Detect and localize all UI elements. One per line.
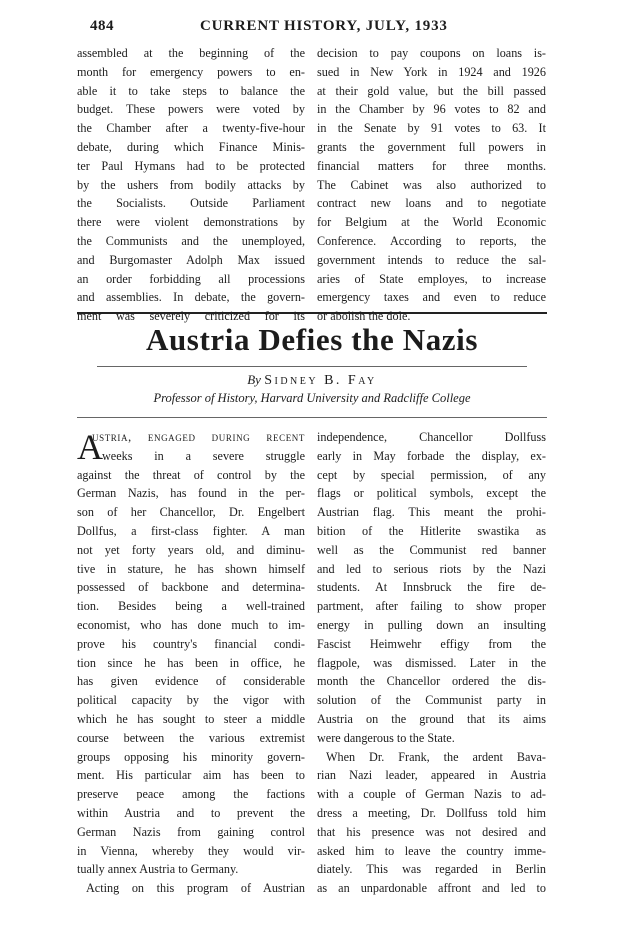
text-line: in the Senate by 91 votes to 63. It (317, 121, 546, 136)
text-line: the Communists and the unemployed, (77, 233, 305, 248)
text-line: Acting on this program of Austrian (86, 881, 305, 896)
text-line: and assemblies. In debate, the govern- (77, 290, 305, 305)
text-line: aries of State employes, to increase (317, 271, 546, 286)
article-title: Austria Defies the Nazis (145, 322, 479, 357)
text-line: possessed of backbone and determina- (77, 580, 305, 595)
text-line: preserve peace among the factions (77, 787, 305, 802)
text-line: tion since he has been in office, he (77, 655, 305, 670)
author-name: Sidney B. Fay (264, 373, 377, 388)
text-line: contract new loans and to negotiate (317, 196, 546, 211)
text-line: German Nazis from gaining control (77, 824, 305, 839)
text-line: bition of the Hitlerite swastika as (317, 523, 546, 538)
text-line: ment was severely criticized for its (77, 309, 305, 324)
text-line: budget. These powers were voted by (77, 102, 305, 117)
text-line: at their gold value, but the bill passed (317, 83, 546, 98)
text-line: ter Paul Hymans had to be protected (77, 158, 305, 173)
text-line: debate, during which Finance Minis- (77, 139, 305, 154)
text-line: energy in pulling down an insulting (317, 617, 546, 632)
text-line: were dangerous to the State. (317, 730, 455, 745)
drop-cap-block (77, 428, 305, 466)
byline-prefix: By (247, 372, 261, 387)
text-line: which he has sought to steer a middle (77, 711, 305, 726)
text-line: partment, after failing to show proper (317, 599, 546, 614)
text-line: and led to serious riots by the Nazi (317, 561, 546, 576)
section-divider (77, 312, 547, 314)
text-line: in the Chamber by 96 votes to 82 and (317, 102, 546, 117)
text-line: diately. This was regarded in Berlin (317, 862, 546, 877)
text-line: that his presence was not desired and (317, 824, 546, 839)
text-line: asked him to leave the country imme- (317, 843, 546, 858)
text-line: flags or political symbols, except the (317, 486, 546, 501)
preceding-article-right-column (317, 44, 546, 326)
text-line: there were violent demonstrations by (77, 215, 305, 230)
text-line: and Burgomaster Adolph Max issued (77, 252, 305, 267)
text-line: emergency taxes and even to reduce (317, 290, 546, 305)
text-line: weeks in a severe struggle (102, 448, 305, 463)
article-right-column (317, 428, 546, 898)
text-line: When Dr. Frank, the ardent Bava- (326, 749, 546, 764)
text-line: the Socialists. Outside Parliament (77, 196, 305, 211)
text-line: government intends to reduce the sal- (317, 252, 546, 267)
text-line: Dollfus, a first-class fighter. A man (77, 523, 305, 538)
text-line: German Nazis, has found in the per- (77, 486, 305, 501)
text-line: or abolish the dole. (317, 309, 411, 324)
text-line: against the threat of control by the (77, 467, 305, 482)
text-line: as an unpardonable affront and led to (317, 881, 546, 896)
text-line: tive in stature, he has shown himself (77, 561, 305, 576)
text-line: flagpole, was dismissed. Later in the (317, 655, 546, 670)
text-line: an order forbidding all processions (77, 271, 305, 286)
text-line: rian Nazi leader, appeared in Austria (317, 768, 546, 783)
text-line: not yet forty years old, and diminu- (77, 542, 305, 557)
text-line: solution of the Communist party in (317, 693, 546, 708)
text-line: ment. His particular aim has been to (77, 768, 305, 783)
page-number: 484 (90, 18, 114, 34)
byline-rule (77, 417, 547, 418)
text-line: month for emergency powers to en- (77, 64, 305, 79)
text-line: well as the Communist red banner (317, 542, 546, 557)
text-line: Austrian flag. This meant the prohi- (317, 505, 546, 520)
text-line: tually annex Austria to Germany. (77, 862, 239, 877)
text-line: groups opposing his minority govern- (77, 749, 305, 764)
article-left-column (77, 428, 305, 898)
text-line: independence, Chancellor Dollfuss (317, 430, 546, 444)
text-line: course between the various extremist (77, 730, 305, 745)
author-affiliation: Professor of History, Harvard University and Radcliffe College (153, 391, 471, 405)
text-line: the Chamber after a twenty-five-hour (77, 121, 305, 136)
text-line: month the Chancellor ordered the dis- (317, 674, 546, 689)
text-line: prove his country's financial condi- (77, 636, 305, 651)
text-line: with a couple of German Nazis to ad- (317, 787, 546, 802)
drop-cap: A (77, 427, 103, 467)
byline (0, 372, 624, 389)
text-line: has given evidence of considerable (77, 674, 305, 689)
text-line: within Austria and to prevent the (77, 805, 305, 820)
text-line: for Belgium at the World Economic (317, 215, 546, 230)
text-line: The Cabinet was also authorized to (317, 177, 546, 192)
text-line: students. At Innsbruck the fire de- (317, 580, 546, 595)
text-line: son of her Chancellor, Dr. Engelbert (77, 505, 305, 520)
text-line: tion. Besides being a well-trained (77, 599, 305, 614)
title-rule (97, 366, 527, 367)
text-line: dress a meeting, Dr. Dollfuss told him (317, 805, 546, 820)
text-line: economist, who has done much to im- (77, 617, 305, 632)
text-line: in Vienna, whereby they would vir- (77, 843, 305, 858)
text-line: able it to take steps to balance the (77, 83, 305, 98)
running-head: CURRENT HISTORY, JULY, 1933 (200, 18, 448, 34)
preceding-article-left-column (77, 44, 305, 326)
text-line: early in May forbade the display, ex- (317, 448, 546, 463)
text-line: by the ushers from bodily attacks by (77, 177, 305, 192)
text-line: decision to pay coupons on loans is- (317, 46, 546, 60)
text-line: sued in New York in 1924 and 1926 (317, 64, 546, 79)
text-line: financial matters for three months. (317, 158, 546, 173)
text-line: Conference. According to reports, the (317, 233, 546, 248)
text-line: ustria, engaged during recent (92, 430, 305, 444)
text-line: cept by special permission, of any (317, 467, 546, 482)
text-line: political capacity by the vigor with (77, 693, 305, 708)
text-line: Fascist Heimwehr effigy from the (317, 636, 546, 651)
text-line: assembled at the beginning of the (77, 46, 305, 60)
text-line: grants the government full powers in (317, 139, 546, 154)
text-line: Austria on the ground that its aims (317, 711, 546, 726)
